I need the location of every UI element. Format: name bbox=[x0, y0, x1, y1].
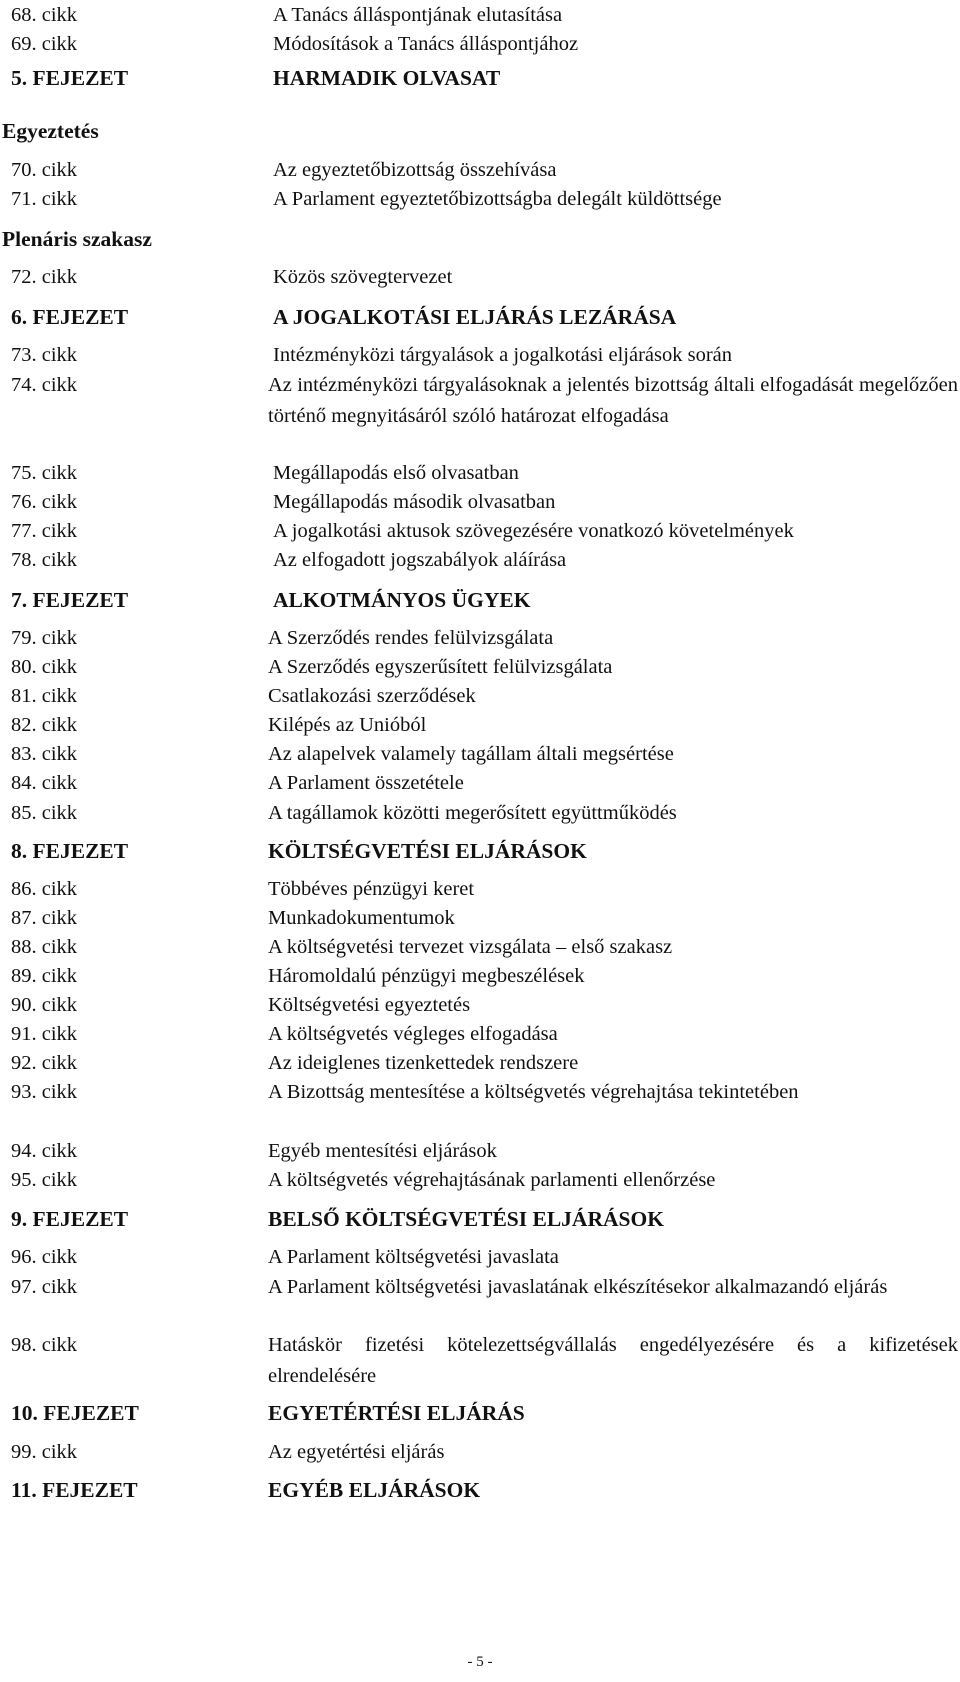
section-heading: Plenáris szakasz bbox=[2, 227, 152, 251]
article-number: 87. cikk bbox=[11, 907, 78, 929]
article-title: Háromoldalú pénzügyi megbeszélések bbox=[268, 965, 585, 987]
article-number: 78. cikk bbox=[11, 549, 78, 571]
article-title: A Szerződés egyszerűsített felülvizsgálata bbox=[268, 656, 613, 678]
article-title: Egyéb mentesítési eljárások bbox=[268, 1140, 497, 1162]
article-number: 72. cikk bbox=[11, 266, 78, 288]
chapter-title: BELSŐ KÖLTSÉGVETÉSI ELJÁRÁSOK bbox=[268, 1207, 664, 1231]
article-title: Az egyeztetőbizottság összehívása bbox=[273, 159, 557, 181]
article-title: A Tanács álláspontjának elutasítása bbox=[273, 4, 563, 26]
chapter-number: 11. FEJEZET bbox=[11, 1478, 138, 1502]
chapter-number: 8. FEJEZET bbox=[11, 839, 129, 863]
chapter-number: 7. FEJEZET bbox=[11, 588, 129, 612]
article-title: Módosítások a Tanács álláspontjához bbox=[273, 33, 579, 55]
article-number: 79. cikk bbox=[11, 627, 78, 649]
article-number: 89. cikk bbox=[11, 965, 78, 987]
chapter-title: KÖLTSÉGVETÉSI ELJÁRÁSOK bbox=[268, 839, 587, 863]
article-number: 82. cikk bbox=[11, 714, 78, 736]
article-title: Az intézményközi tárgyalásoknak a jelentés bizottság általi elfogadását megelőzően történő megnyitásáról szóló határozat elfogadása bbox=[268, 374, 958, 427]
article-title: A jogalkotási aktusok szövegezésére vonatkozó követelmények bbox=[273, 520, 794, 542]
article-title: Megállapodás első olvasatban bbox=[273, 462, 519, 484]
chapter-title: HARMADIK OLVASAT bbox=[273, 66, 501, 90]
article-title: Intézményközi tárgyalások a jogalkotási eljárások során bbox=[273, 344, 733, 366]
article-number: 96. cikk bbox=[11, 1246, 78, 1268]
article-title: Az ideiglenes tizenkettedek rendszere bbox=[268, 1052, 579, 1074]
article-title: A költségvetés végleges elfogadása bbox=[268, 1023, 558, 1045]
article-number: 68. cikk bbox=[11, 4, 78, 26]
chapter-title: A JOGALKOTÁSI ELJÁRÁS LEZÁRÁSA bbox=[273, 305, 677, 329]
article-title: A Szerződés rendes felülvizsgálata bbox=[268, 627, 554, 649]
article-title: A költségvetési tervezet vizsgálata – első szakasz bbox=[268, 936, 673, 958]
article-title: Megállapodás második olvasatban bbox=[273, 491, 556, 513]
article-title: Költségvetési egyeztetés bbox=[268, 994, 471, 1016]
article-title: A Parlament költségvetési javaslatának elkészítésekor alkalmazandó eljárás bbox=[268, 1276, 888, 1298]
article-number: 91. cikk bbox=[11, 1023, 78, 1045]
page-number: - 5 - bbox=[467, 1654, 493, 1670]
article-number: 88. cikk bbox=[11, 936, 78, 958]
chapter-number: 6. FEJEZET bbox=[11, 305, 129, 329]
article-number: 84. cikk bbox=[11, 772, 78, 794]
article-title: A Bizottság mentesítése a költségvetés végrehajtása tekintetében bbox=[268, 1081, 799, 1103]
article-title: Munkadokumentumok bbox=[268, 907, 455, 929]
article-title: Többéves pénzügyi keret bbox=[268, 878, 475, 900]
article-number: 69. cikk bbox=[11, 33, 78, 55]
article-number: 94. cikk bbox=[11, 1140, 78, 1162]
article-number: 75. cikk bbox=[11, 462, 78, 484]
article-title: A Parlament egyeztetőbizottságba delegált küldöttsége bbox=[273, 188, 722, 210]
article-number: 98. cikk bbox=[11, 1334, 78, 1356]
article-number: 81. cikk bbox=[11, 685, 78, 707]
chapter-number: 9. FEJEZET bbox=[11, 1207, 129, 1231]
article-title: A Parlament összetétele bbox=[268, 772, 464, 794]
chapter-number: 5. FEJEZET bbox=[11, 66, 129, 90]
article-number: 93. cikk bbox=[11, 1081, 78, 1103]
article-number: 92. cikk bbox=[11, 1052, 78, 1074]
article-number: 80. cikk bbox=[11, 656, 78, 678]
article-number: 95. cikk bbox=[11, 1169, 78, 1191]
article-title: Az elfogadott jogszabályok aláírása bbox=[273, 549, 567, 571]
article-number: 85. cikk bbox=[11, 802, 78, 824]
chapter-title: EGYÉB ELJÁRÁSOK bbox=[268, 1478, 481, 1502]
article-number: 71. cikk bbox=[11, 188, 78, 210]
article-number: 86. cikk bbox=[11, 878, 78, 900]
article-title: Hatáskör fizetési kötelezettségvállalás engedélyezésére és a kifizetések elrendelésére bbox=[268, 1334, 958, 1387]
article-title: A költségvetés végrehajtásának parlamenti ellenőrzése bbox=[268, 1169, 716, 1191]
article-number: 76. cikk bbox=[11, 491, 78, 513]
article-title: A tagállamok közötti megerősített együttműködés bbox=[268, 802, 677, 824]
article-number: 77. cikk bbox=[11, 520, 78, 542]
chapter-number: 10. FEJEZET bbox=[11, 1401, 139, 1425]
article-title: Közös szövegtervezet bbox=[273, 266, 453, 288]
article-title: Kilépés az Unióból bbox=[268, 714, 427, 736]
article-number: 97. cikk bbox=[11, 1276, 78, 1298]
article-number: 83. cikk bbox=[11, 743, 78, 765]
chapter-title: ALKOTMÁNYOS ÜGYEK bbox=[273, 588, 531, 612]
section-heading: Egyeztetés bbox=[2, 119, 99, 143]
article-title: Az egyetértési eljárás bbox=[268, 1441, 445, 1463]
article-title: Csatlakozási szerződések bbox=[268, 685, 476, 707]
article-number: 90. cikk bbox=[11, 994, 78, 1016]
chapter-title: EGYETÉRTÉSI ELJÁRÁS bbox=[268, 1401, 525, 1425]
article-title: Az alapelvek valamely tagállam általi megsértése bbox=[268, 743, 674, 765]
article-number: 73. cikk bbox=[11, 344, 78, 366]
article-number: 74. cikk bbox=[11, 374, 78, 396]
article-number: 70. cikk bbox=[11, 159, 78, 181]
article-number: 99. cikk bbox=[11, 1441, 78, 1463]
article-title: A Parlament költségvetési javaslata bbox=[268, 1246, 559, 1268]
